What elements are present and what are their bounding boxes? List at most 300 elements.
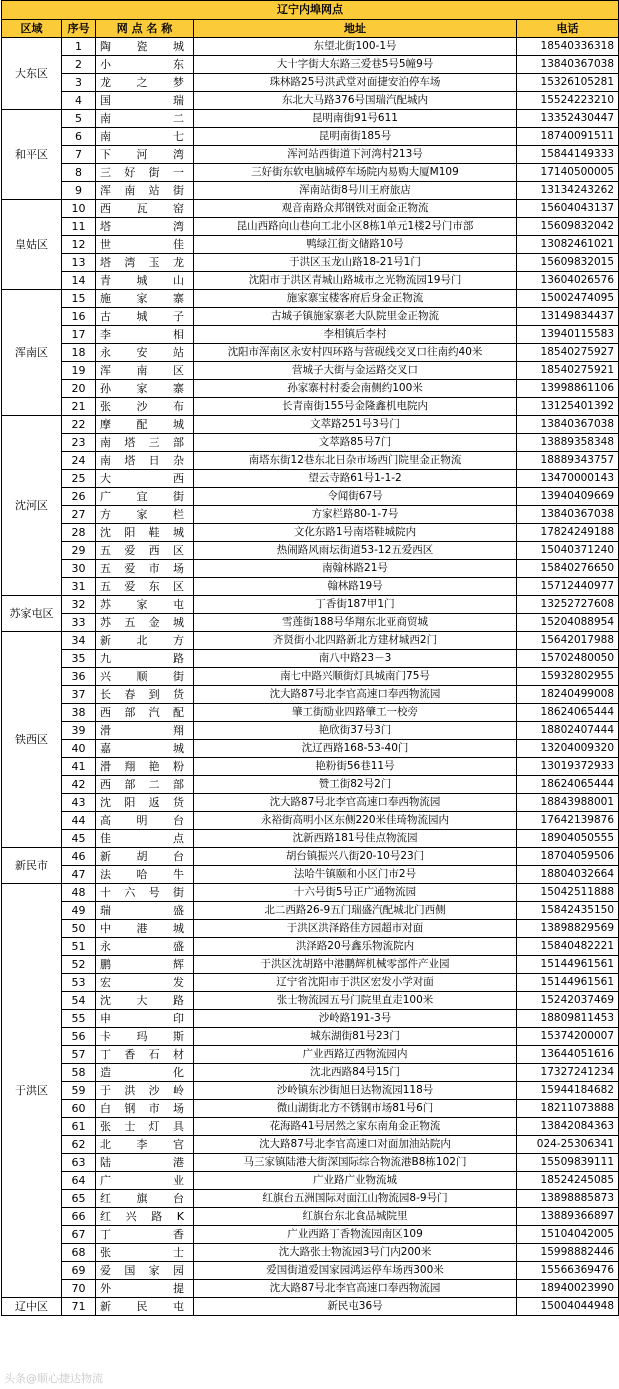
header-address: 地址 — [194, 20, 517, 38]
outlet-phone: 13898829569 — [517, 920, 619, 938]
region-cell: 新民市 — [2, 848, 62, 884]
outlet-phone: 13840367038 — [517, 56, 619, 74]
outlet-address: 翰林路19号 — [194, 578, 517, 596]
outlet-name — [96, 344, 194, 362]
outlet-number: 67 — [62, 1226, 96, 1244]
outlet-name — [96, 506, 194, 524]
outlet-name — [96, 38, 194, 56]
region-cell: 大东区 — [2, 38, 62, 110]
table-row — [2, 416, 619, 434]
outlet-name — [96, 1244, 194, 1262]
table-row — [2, 236, 619, 254]
outlet-address: 新民屯36号 — [194, 1298, 517, 1316]
outlet-address: 昆明南街185号 — [194, 128, 517, 146]
outlet-address: 微山湖街北方不锈钢市场81号6门 — [194, 1100, 517, 1118]
outlet-number: 68 — [62, 1244, 96, 1262]
outlet-name-text: 永 盛 — [100, 940, 184, 953]
outlet-address: 胡台镇振兴八街20-10号23门 — [194, 848, 517, 866]
outlet-phone: 15844149333 — [517, 146, 619, 164]
outlet-phone: 15002474095 — [517, 290, 619, 308]
outlet-number: 25 — [62, 470, 96, 488]
outlet-name-text: 南 塔 三 部 — [100, 436, 184, 449]
outlet-number: 44 — [62, 812, 96, 830]
outlet-phone: 15326105281 — [517, 74, 619, 92]
outlet-name — [96, 884, 194, 902]
outlet-number: 43 — [62, 794, 96, 812]
outlet-address: 三好街东软电脑城停车场院内易购大厦M109 — [194, 164, 517, 182]
outlet-name — [96, 542, 194, 560]
outlet-name-text: 广 宜 街 — [100, 490, 184, 503]
outlet-phone: 15004044948 — [517, 1298, 619, 1316]
outlet-address: 文萃路251号3号门 — [194, 416, 517, 434]
outlet-number: 53 — [62, 974, 96, 992]
outlet-name — [96, 848, 194, 866]
outlet-number: 70 — [62, 1280, 96, 1298]
table-row — [2, 1226, 619, 1244]
outlet-address: 沈阳市浑南区永安村四环路与营砚线交叉口往南约40米 — [194, 344, 517, 362]
outlet-number: 39 — [62, 722, 96, 740]
outlet-name — [96, 1208, 194, 1226]
outlet-name — [96, 92, 194, 110]
outlet-name — [96, 254, 194, 272]
table-row — [2, 110, 619, 128]
table-row — [2, 38, 619, 56]
outlet-number: 40 — [62, 740, 96, 758]
outlet-name — [96, 1064, 194, 1082]
outlet-number: 29 — [62, 542, 96, 560]
outlet-name — [96, 614, 194, 632]
outlet-name-text: 五 爱 市 场 — [100, 562, 184, 575]
outlet-address: 沈大路87号北李官高速口奉西物流园 — [194, 1280, 517, 1298]
table-row — [2, 596, 619, 614]
outlet-name-text: 丁 香 石 材 — [100, 1048, 184, 1061]
table-row — [2, 1064, 619, 1082]
outlet-phone: 13898885873 — [517, 1190, 619, 1208]
table-row — [2, 1118, 619, 1136]
outlet-address: 施家寨宝楼客府后身金正物流 — [194, 290, 517, 308]
outlet-address: 昆山西路向山巷向工北小区8栋1单元1楼2号门市部 — [194, 218, 517, 236]
outlet-number: 13 — [62, 254, 96, 272]
outlet-number: 47 — [62, 866, 96, 884]
outlet-name-text: 西 瓦 窑 — [100, 202, 184, 215]
outlet-number: 65 — [62, 1190, 96, 1208]
outlet-name — [96, 56, 194, 74]
outlet-address: 望云寺路61号1-1-2 — [194, 470, 517, 488]
outlet-phone: 15998882446 — [517, 1244, 619, 1262]
outlet-number: 28 — [62, 524, 96, 542]
outlet-name — [96, 920, 194, 938]
outlet-name — [96, 956, 194, 974]
table-row — [2, 128, 619, 146]
outlet-number: 34 — [62, 632, 96, 650]
table-row — [2, 1244, 619, 1262]
table-row — [2, 1028, 619, 1046]
outlet-name — [96, 1280, 194, 1298]
outlet-phone: 18624065444 — [517, 776, 619, 794]
outlet-phone: 13842084363 — [517, 1118, 619, 1136]
outlet-number: 21 — [62, 398, 96, 416]
outlet-phone: 15042511888 — [517, 884, 619, 902]
outlet-name-text: 丁 香 — [100, 1228, 184, 1241]
outlet-phone: 18802407444 — [517, 722, 619, 740]
outlet-address: 营城子大街与金运路交叉口 — [194, 362, 517, 380]
outlet-address: 于洪区玉龙山路18-21号1门 — [194, 254, 517, 272]
outlet-address: 花海路41号居然之家东南角金正物流 — [194, 1118, 517, 1136]
outlet-name-text: 下 河 湾 — [100, 148, 184, 161]
outlet-number: 4 — [62, 92, 96, 110]
outlet-address: 南七中路兴顺街灯具城南门75号 — [194, 668, 517, 686]
outlet-address: 艳粉街56巷11号 — [194, 758, 517, 776]
outlet-name-text: 陶 瓷 城 — [100, 40, 184, 53]
outlet-address: 法哈牛镇颐和小区门市2号 — [194, 866, 517, 884]
outlet-number: 5 — [62, 110, 96, 128]
outlet-address: 肇工街励业四路肇工一校旁 — [194, 704, 517, 722]
outlet-phone: 18809811453 — [517, 1010, 619, 1028]
outlet-name-text: 中 港 城 — [100, 922, 184, 935]
outlet-address: 沈大路张士物流园3号门内200米 — [194, 1244, 517, 1262]
outlet-number: 35 — [62, 650, 96, 668]
outlet-name — [96, 560, 194, 578]
outlet-address: 沈阳市于洪区青城山路城市之光物流园19号门 — [194, 272, 517, 290]
table-row — [2, 560, 619, 578]
outlet-address: 于洪区沈胡路中港鹏辉机械零部件产业园 — [194, 956, 517, 974]
outlet-name-text: 九 路 — [100, 652, 184, 665]
outlet-name — [96, 272, 194, 290]
header-row — [2, 20, 619, 38]
table-row — [2, 794, 619, 812]
outlet-address: 东望北街100-1号 — [194, 38, 517, 56]
outlet-address: 东北大马路376号国瑞汽配城内 — [194, 92, 517, 110]
outlet-phone: 15840482221 — [517, 938, 619, 956]
outlet-name-text: 李 相 — [100, 328, 184, 341]
outlet-phone: 13889358348 — [517, 434, 619, 452]
outlet-name-text: 沈 大 路 — [100, 994, 184, 1007]
outlet-name — [96, 1010, 194, 1028]
table-row — [2, 506, 619, 524]
table-row — [2, 146, 619, 164]
outlet-name — [96, 182, 194, 200]
outlet-name — [96, 740, 194, 758]
outlet-name-text: 龙 之 梦 — [100, 76, 184, 89]
outlet-name — [96, 1190, 194, 1208]
outlet-name — [96, 938, 194, 956]
table-row — [2, 452, 619, 470]
outlet-address: 十六号街5号正广通物流园 — [194, 884, 517, 902]
outlet-address: 红旗台五洲国际对面江山物流园8-9号门 — [194, 1190, 517, 1208]
outlet-number: 56 — [62, 1028, 96, 1046]
header-no: 序号 — [62, 20, 96, 38]
outlet-phone: 13082461021 — [517, 236, 619, 254]
outlet-name-text: 苏 五 金 城 — [100, 616, 184, 629]
outlet-phone: 13998861106 — [517, 380, 619, 398]
region-cell: 浑南区 — [2, 290, 62, 416]
outlet-address: 红旗台东北食品城院里 — [194, 1208, 517, 1226]
outlet-phone: 13352430447 — [517, 110, 619, 128]
outlet-phone: 13840367038 — [517, 416, 619, 434]
outlet-name-text: 兴 顺 街 — [100, 670, 184, 683]
outlet-name — [96, 110, 194, 128]
outlet-address: 方家栏路80-1-7号 — [194, 506, 517, 524]
table-row — [2, 290, 619, 308]
outlet-address: 北二西路26-9五门瑞盛汽配城北门西侧 — [194, 902, 517, 920]
outlet-phone: 13940115583 — [517, 326, 619, 344]
outlet-phone: 15144961561 — [517, 974, 619, 992]
outlet-address: 沙岭路191-3号 — [194, 1010, 517, 1028]
outlet-number: 54 — [62, 992, 96, 1010]
outlet-address: 城东湖街81号23门 — [194, 1028, 517, 1046]
outlet-name-text: 沈 阳 返 货 — [100, 796, 184, 809]
region-cell: 铁西区 — [2, 632, 62, 848]
outlet-name — [96, 1118, 194, 1136]
outlet-number: 9 — [62, 182, 96, 200]
outlet-name-text: 白 钢 市 场 — [100, 1102, 184, 1115]
outlet-phone: 13840367038 — [517, 506, 619, 524]
outlet-name-text: 三 好 街 一 — [100, 166, 184, 179]
outlet-name-text: 张 士 — [100, 1246, 184, 1259]
outlet-number: 41 — [62, 758, 96, 776]
table-row — [2, 884, 619, 902]
outlet-name-text: 小 东 — [100, 58, 184, 71]
outlet-name-text: 大 西 — [100, 472, 184, 485]
table-row — [2, 272, 619, 290]
table-row — [2, 470, 619, 488]
outlet-name-text: 滑 翔 艳 粉 — [100, 760, 184, 773]
outlet-address: 丁香街187甲1门 — [194, 596, 517, 614]
outlet-name-text: 嘉 城 — [100, 742, 184, 755]
outlet-name-text: 长 春 到 货 — [100, 688, 184, 701]
table-row — [2, 434, 619, 452]
outlet-name-text: 塔 湾 玉 龙 — [100, 256, 184, 269]
region-cell: 苏家屯区 — [2, 596, 62, 632]
outlet-number: 61 — [62, 1118, 96, 1136]
outlet-name-text: 新 民 屯 — [100, 1300, 184, 1313]
outlet-name — [96, 650, 194, 668]
outlet-number: 32 — [62, 596, 96, 614]
outlet-number: 27 — [62, 506, 96, 524]
outlet-phone: 024-25306341 — [517, 1136, 619, 1154]
table-row — [2, 614, 619, 632]
table-row — [2, 668, 619, 686]
table-row — [2, 650, 619, 668]
outlet-name — [96, 218, 194, 236]
outlet-address: 永裕街高明小区东侧220米佳琦物流园内 — [194, 812, 517, 830]
table-row — [2, 578, 619, 596]
outlet-name-text: 于 洪 沙 岭 — [100, 1084, 184, 1097]
outlet-number: 62 — [62, 1136, 96, 1154]
outlet-number: 42 — [62, 776, 96, 794]
outlet-number: 48 — [62, 884, 96, 902]
outlet-name — [96, 380, 194, 398]
outlet-number: 2 — [62, 56, 96, 74]
outlet-name — [96, 668, 194, 686]
outlet-name — [96, 722, 194, 740]
table-row — [2, 182, 619, 200]
table-row — [2, 542, 619, 560]
outlet-name-text: 塔 湾 — [100, 220, 184, 233]
outlet-phone: 15944184682 — [517, 1082, 619, 1100]
table-row — [2, 776, 619, 794]
region-cell: 于洪区 — [2, 884, 62, 1298]
outlet-phone: 18624065444 — [517, 704, 619, 722]
outlet-number: 3 — [62, 74, 96, 92]
outlet-address: 长青南街155号金隆鑫机电院内 — [194, 398, 517, 416]
outlet-number: 18 — [62, 344, 96, 362]
outlet-number: 33 — [62, 614, 96, 632]
table-row — [2, 254, 619, 272]
table-row — [2, 524, 619, 542]
outlet-name — [96, 524, 194, 542]
outlet-name-text: 滑 翔 — [100, 724, 184, 737]
outlet-name-text: 鹏 辉 — [100, 958, 184, 971]
outlet-address: 大十字街大东路三爱巷5号5幢9号 — [194, 56, 517, 74]
outlet-name-text: 沈 阳 鞋 城 — [100, 526, 184, 539]
outlet-name — [96, 1100, 194, 1118]
outlet-name-text: 十 六 号 街 — [100, 886, 184, 899]
outlet-phone: 18740091511 — [517, 128, 619, 146]
outlet-name — [96, 794, 194, 812]
outlet-phone: 18704059506 — [517, 848, 619, 866]
outlet-name — [96, 1172, 194, 1190]
outlet-phone: 18540336318 — [517, 38, 619, 56]
outlet-name-text: 造 化 — [100, 1066, 184, 1079]
outlet-phone: 18940023990 — [517, 1280, 619, 1298]
outlet-name — [96, 200, 194, 218]
table-row — [2, 164, 619, 182]
outlet-number: 15 — [62, 290, 96, 308]
outlet-address: 于洪区洪泽路佳方园超市对面 — [194, 920, 517, 938]
outlet-number: 31 — [62, 578, 96, 596]
outlet-phone: 13019372933 — [517, 758, 619, 776]
outlet-phone: 15609832015 — [517, 254, 619, 272]
outlet-name — [96, 146, 194, 164]
outlet-name — [96, 416, 194, 434]
outlet-name-text: 宏 发 — [100, 976, 184, 989]
outlet-number: 22 — [62, 416, 96, 434]
outlet-address: 辽宁省沈阳市于洪区宏发小学对面 — [194, 974, 517, 992]
region-cell: 辽中区 — [2, 1298, 62, 1316]
outlet-number: 17 — [62, 326, 96, 344]
outlet-phone: 18843988001 — [517, 794, 619, 812]
table-row — [2, 92, 619, 110]
outlet-name-text: 南 七 — [100, 130, 184, 143]
outlet-phone: 15204088954 — [517, 614, 619, 632]
outlet-phone: 15712440977 — [517, 578, 619, 596]
outlet-address: 南塔东街12巷东北日杂市场西门院里金正物流 — [194, 452, 517, 470]
outlet-name — [96, 1298, 194, 1316]
outlet-address: 昆明南街91号611 — [194, 110, 517, 128]
outlet-name-text: 古 城 子 — [100, 310, 184, 323]
outlet-table — [1, 0, 619, 1316]
outlet-number: 19 — [62, 362, 96, 380]
outlet-phone: 15242037469 — [517, 992, 619, 1010]
outlet-name — [96, 236, 194, 254]
outlet-name — [96, 632, 194, 650]
table-row — [2, 812, 619, 830]
outlet-address: 爱国街道爱国家园鸿运停车场西300米 — [194, 1262, 517, 1280]
outlet-address: 鸭绿江街文储路10号 — [194, 236, 517, 254]
outlet-phone: 13204009320 — [517, 740, 619, 758]
table-row — [2, 1298, 619, 1316]
outlet-phone: 15040371240 — [517, 542, 619, 560]
outlet-address: 孙家寨村村委会南侧约100米 — [194, 380, 517, 398]
table-title: 辽宁内埠网点 — [2, 1, 619, 20]
table-row — [2, 200, 619, 218]
outlet-address: 观音南路众邦钢铁对面金正物流 — [194, 200, 517, 218]
outlet-phone: 13644051616 — [517, 1046, 619, 1064]
outlet-name-text: 摩 配 城 — [100, 418, 184, 431]
outlet-address: 热闹路风雨坛街道53-12五爱西区 — [194, 542, 517, 560]
outlet-name — [96, 596, 194, 614]
outlet-address: 文萃路85号7门 — [194, 434, 517, 452]
outlet-address: 广业西路辽西物流园内 — [194, 1046, 517, 1064]
outlet-name — [96, 902, 194, 920]
outlet-name-text: 五 爱 东 区 — [100, 580, 184, 593]
outlet-name-text: 孙 家 寨 — [100, 382, 184, 395]
outlet-number: 7 — [62, 146, 96, 164]
outlet-number: 69 — [62, 1262, 96, 1280]
outlet-name-text: 新 胡 台 — [100, 850, 184, 863]
outlet-phone: 18540275921 — [517, 362, 619, 380]
outlet-address: 广业西路丁香物流园南区109 — [194, 1226, 517, 1244]
outlet-name — [96, 1028, 194, 1046]
table-row — [2, 956, 619, 974]
outlet-number: 1 — [62, 38, 96, 56]
outlet-name — [96, 776, 194, 794]
outlet-number: 16 — [62, 308, 96, 326]
outlet-name — [96, 830, 194, 848]
outlet-phone: 13134243262 — [517, 182, 619, 200]
outlet-name-text: 方 家 栏 — [100, 508, 184, 521]
table-row — [2, 704, 619, 722]
table-body — [2, 38, 619, 1316]
outlet-number: 12 — [62, 236, 96, 254]
table-row — [2, 1190, 619, 1208]
outlet-name — [96, 74, 194, 92]
outlet-name-text: 爱 国 家 园 — [100, 1264, 184, 1277]
table-row — [2, 1100, 619, 1118]
table-row — [2, 344, 619, 362]
outlet-address: 沈新西路181号佳点物流园 — [194, 830, 517, 848]
outlet-name — [96, 326, 194, 344]
outlet-name-text: 青 城 山 — [100, 274, 184, 287]
outlet-phone: 15509839111 — [517, 1154, 619, 1172]
table-row — [2, 992, 619, 1010]
outlet-address: 沈大路87号北李官高速口对面加油站院内 — [194, 1136, 517, 1154]
outlet-name — [96, 1226, 194, 1244]
outlet-name-text: 红 旗 台 — [100, 1192, 184, 1205]
outlet-name — [96, 434, 194, 452]
outlet-address: 沈大路87号北李官高速口奉西物流园 — [194, 794, 517, 812]
outlet-name — [96, 1154, 194, 1172]
outlet-number: 49 — [62, 902, 96, 920]
outlet-phone: 17140500005 — [517, 164, 619, 182]
outlet-phone: 18804032664 — [517, 866, 619, 884]
header-name: 网 点 名 称 — [96, 20, 194, 38]
outlet-phone: 17642139876 — [517, 812, 619, 830]
table-row — [2, 398, 619, 416]
outlet-name-text: 浑 南 区 — [100, 364, 184, 377]
outlet-number: 26 — [62, 488, 96, 506]
outlet-name — [96, 488, 194, 506]
outlet-address: 洪泽路20号鑫乐物流院内 — [194, 938, 517, 956]
table-row — [2, 848, 619, 866]
outlet-name-text: 苏 家 屯 — [100, 598, 184, 611]
table-row — [2, 1280, 619, 1298]
outlet-phone: 15842435150 — [517, 902, 619, 920]
outlet-number: 11 — [62, 218, 96, 236]
outlet-name-text: 南 塔 日 杂 — [100, 454, 184, 467]
outlet-name-text: 世 佳 — [100, 238, 184, 251]
